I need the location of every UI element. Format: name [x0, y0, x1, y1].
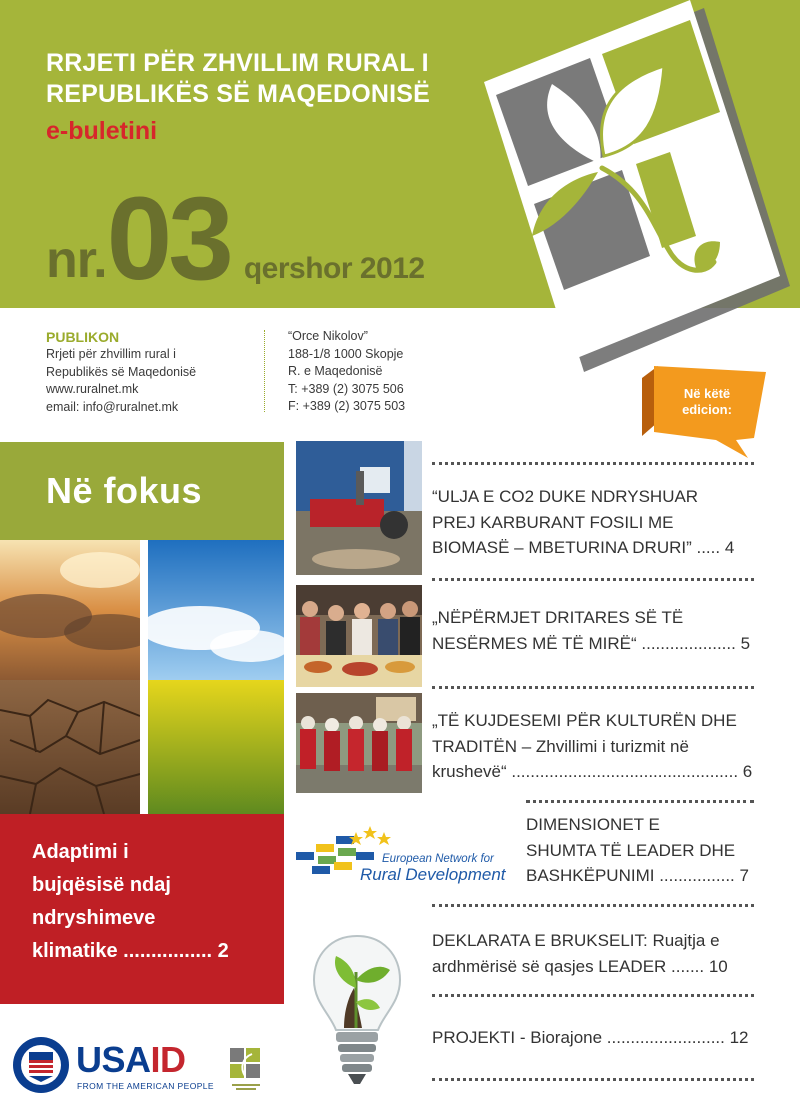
- address-phone: T: +389 (2) 3075 506: [288, 381, 404, 396]
- dancer-head: [397, 716, 411, 730]
- dancer-head: [349, 716, 363, 730]
- publisher-website[interactable]: www.ruralnet.mk: [46, 382, 139, 396]
- usaid-seal-icon: [12, 1036, 70, 1094]
- usaid-wordmark: [76, 1040, 186, 1080]
- chute: [356, 471, 364, 505]
- focus-article-line-3: ndryshimeve: [32, 907, 156, 929]
- toc-separator: [526, 800, 754, 803]
- address-info: [288, 328, 405, 416]
- address-line-2: 188-1/8 1000 Skopje: [288, 346, 404, 361]
- toc-item-line: krushevë“ ................................................ 6: [432, 762, 753, 781]
- toc-separator: [432, 686, 754, 689]
- focus-article[interactable]: [0, 814, 284, 1004]
- bulletin-label: e-buletini: [46, 117, 158, 145]
- focus-article-line-4: klimatike ................ 2: [32, 940, 229, 962]
- dancer-costume: [372, 731, 388, 771]
- toc-item-line: PREJ KARBURANT FOSILI ME: [432, 512, 674, 532]
- toc-item-biomass[interactable]: [432, 484, 734, 561]
- enrd-logo: [296, 822, 518, 884]
- toc-item-line: ardhmërisë së qasjes LEADER ....... 10: [432, 956, 728, 976]
- toc-item-line: DEKLARATA E BRUKSELIT: Ruajtja e: [432, 931, 720, 950]
- toc-separator: [432, 1078, 754, 1081]
- publisher-email[interactable]: email: info@ruralnet.mk: [46, 399, 179, 414]
- person-head: [302, 601, 318, 617]
- toc-item-line: NESËRMES MË TË MIRË“ .................... 5: [432, 633, 751, 653]
- usaid-tagline: FROM THE AMERICAN PEOPLE: [77, 1081, 214, 1091]
- toc-item-line: “ULJA E CO2 DUKE NDRYSHUAR: [432, 487, 699, 506]
- address-line-3: R. e Maqedonisë: [288, 364, 383, 378]
- dancer-head: [325, 718, 339, 732]
- lightbulb-icon: [310, 932, 404, 1088]
- usaid-wordmark-id: ID: [150, 1039, 186, 1080]
- wood-chips: [312, 549, 400, 569]
- person-body: [352, 619, 372, 655]
- toc-item-line: „TË KUJDESEMI PËR KULTURËN DHE: [432, 711, 737, 730]
- biomass-photo: [296, 441, 422, 575]
- address-fax: F: +389 (2) 3075 503: [288, 399, 406, 413]
- focus-heading: Në fokus: [0, 442, 284, 540]
- machine: [310, 499, 384, 527]
- address-line-1: “Orce Nikolov”: [288, 329, 368, 343]
- dancer-head: [301, 716, 315, 730]
- dancer-head: [373, 718, 387, 732]
- image-divider: [140, 540, 148, 814]
- network-small-logo: [228, 1046, 264, 1092]
- focus-article-line-1: Adaptimi i: [32, 841, 129, 863]
- person-body: [400, 617, 420, 655]
- toc-separator: [432, 578, 754, 581]
- person-body: [378, 619, 398, 655]
- network-logo: [398, 0, 800, 380]
- toc-item-line: PROJEKTI - Biorajone ......................... 12: [432, 1028, 749, 1047]
- toc-item-line: „NËPËRMJET DRITARES SË TË: [432, 608, 684, 627]
- issue-prefix: nr.: [46, 231, 107, 289]
- window: [360, 467, 390, 493]
- toc-separator: [432, 904, 754, 907]
- folk-dance-photo: [296, 693, 422, 793]
- publisher-line-2: Republikës së Maqedonisë: [46, 364, 197, 379]
- dancer-costume: [348, 729, 364, 771]
- toc-item-tradition[interactable]: [432, 708, 752, 785]
- dish: [385, 661, 415, 673]
- dancer-costume: [396, 729, 412, 771]
- climate-image: [0, 540, 284, 814]
- issue-date: qershor 2012: [243, 252, 425, 285]
- edition-tag-line-2: edicion:: [682, 402, 732, 417]
- toc-item-line: BIOMASË – MBETURINA DRURI” ..... 4: [432, 538, 735, 557]
- org-title-line-1: RRJETI PËR ZHVILLIM RURAL I: [46, 49, 429, 77]
- toc-item-window[interactable]: [432, 605, 750, 656]
- person-body: [326, 621, 346, 655]
- publisher-line-1: Rrjeti për zhvillim rural i: [46, 347, 176, 361]
- people-photo: [296, 585, 422, 687]
- sunlight-glow: [60, 552, 140, 588]
- publisher-info: [46, 328, 196, 416]
- usaid-wordmark-usa: USA: [76, 1039, 151, 1080]
- person-head: [354, 603, 370, 619]
- enrd-name-line-2: Rural Development: [360, 865, 506, 884]
- toc-item-brussels[interactable]: [432, 928, 728, 979]
- issue-number: 03: [106, 172, 230, 305]
- dancer-costume: [324, 731, 340, 771]
- edition-tag-label: [656, 386, 758, 418]
- info-divider: [264, 330, 265, 412]
- focus-article-line-2: bujqësisë ndaj: [32, 874, 171, 896]
- publisher-heading: PUBLIKON: [46, 329, 120, 345]
- enrd-name-line-1: European Network for: [382, 853, 494, 865]
- wheel: [380, 511, 408, 539]
- toc-item-bioregions[interactable]: [432, 1025, 749, 1051]
- toc-separator: [432, 462, 754, 465]
- dish: [342, 662, 378, 676]
- person-head: [380, 603, 396, 619]
- toc-item-line: DIMENSIONET E: [526, 815, 660, 834]
- house: [376, 697, 416, 721]
- person-body: [300, 617, 320, 655]
- toc-separator: [432, 994, 754, 997]
- person-head: [402, 601, 418, 617]
- toc-item-leader-dimensions[interactable]: [526, 812, 749, 889]
- toc-item-line: BASHKËPUNIMI ................ 7: [526, 866, 749, 885]
- dancer-costume: [300, 729, 316, 769]
- toc-item-line: SHUMTA TË LEADER DHE: [526, 840, 736, 860]
- person-head: [328, 605, 344, 621]
- org-title-line-2: REPUBLIKËS SË MAQEDONISË: [46, 80, 431, 108]
- toc-item-line: TRADITËN – Zhvillimi i turizmit në: [432, 736, 689, 756]
- rapeseed-field: [148, 680, 284, 814]
- issue-line: [46, 172, 425, 305]
- edition-tag-line-1: Në këtë: [683, 386, 731, 401]
- dish: [304, 661, 332, 673]
